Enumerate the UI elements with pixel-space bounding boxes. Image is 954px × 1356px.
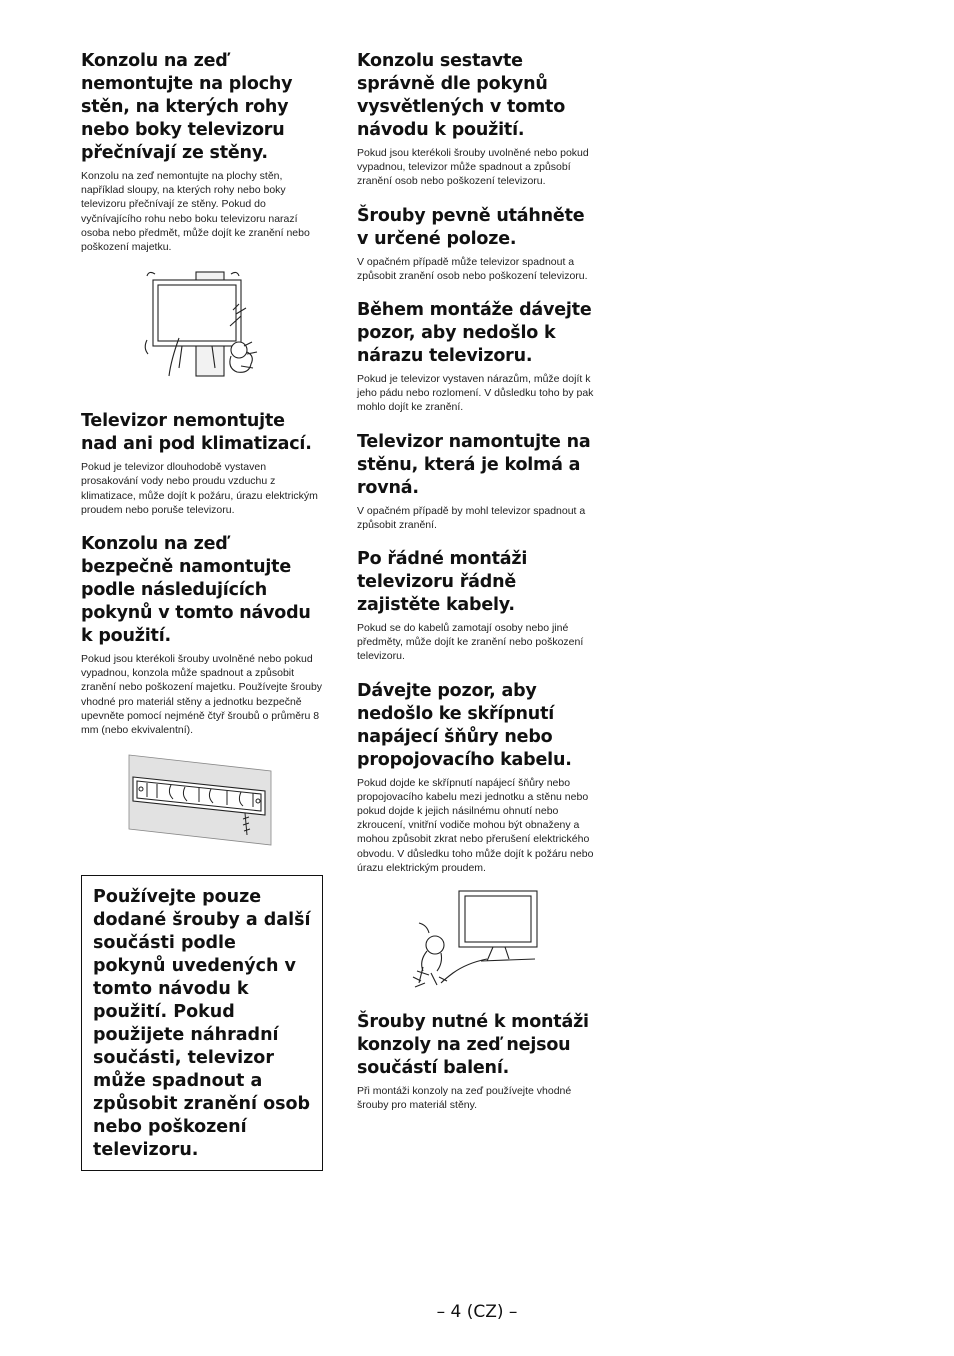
section-heading: Během montáže dávejte pozor, aby nedošlo k nárazu televizoru.: [357, 300, 592, 367]
section-vertical-wall: [357, 431, 599, 532]
section-heading: Dávejte pozor, aby nedošlo ke skřípnutí napájecí šňůry nebo propojovacího kabelu.: [357, 680, 572, 770]
section-body: Pokud je televizor dlouhodobě vystaven prosakování vody nebo proudu vzduchu z klimatizace, může dojít k požáru, úrazu elektrickým proudem nebo poruše televizoru.: [81, 461, 318, 516]
section-tighten-screws: [357, 205, 599, 283]
section-body: Při montáži konzoly na zeď používejte vhodné šrouby pro materiál stěny.: [357, 1085, 572, 1112]
section-cable-pinching: [357, 680, 599, 875]
section-secure-cables: [357, 548, 599, 664]
section-heading: Konzolu sestavte správně dle pokynů vysvětlených v tomto návodu k použití.: [357, 51, 566, 140]
section-body: Pokud dojde ke skřípnutí napájecí šňůry nebo propojovacího kabelu mezi jednotku a stěnu nebo pokud dojde k jejich násilnému ohnutí nebo zkroucení, vnitřní vodiče mohou být obnaženy a mohou způsobit zkrat nebo přerušení elektrického obvodu. V důsledku toho může dojít k požáru nebo úrazu elektrickým proudem.: [357, 776, 594, 874]
tripping-cable-illustration: [357, 887, 599, 991]
right-column: [357, 50, 599, 1128]
section-heading: Šrouby nutné k montáži konzoly na zeď nejsou součástí balení.: [357, 1012, 589, 1079]
section-body: Pokud je televizor vystaven nárazům, může dojít k jeho pádu nebo rozlomení. V důsledku toho by pak mohlo dojít ke zranění.: [357, 373, 594, 414]
tv-on-pillar-illustration: [81, 268, 323, 380]
section-heading: Šrouby pevně utáhněte v určené poloze.: [357, 205, 585, 249]
warning-box: [81, 875, 323, 1171]
section-avoid-impact: [357, 299, 599, 415]
section-heading: Konzolu na zeď bezpečně namontujte podle následujících pokynů v tomto návodu k použití.: [81, 534, 311, 647]
section-assemble-bracket: [357, 50, 599, 189]
section-screws-not-included: [357, 1011, 599, 1112]
section-body: Pokud jsou kterékoli šrouby uvolněné nebo pokud vypadnou, televizor může spadnout a způsobí zranění osob nebo poškození televizoru.: [357, 147, 589, 188]
section-heading: Konzolu na zeď nemontujte na plochy stěn, na kterých rohy nebo boky televizoru přečnívají ze stěny.: [81, 51, 293, 163]
left-column: [81, 50, 323, 1171]
section-wall-edges: [81, 50, 323, 254]
section-body: V opačném případě by mohl televizor spadnout a způsobit zranění.: [357, 504, 586, 531]
section-body: Pokud jsou kterékoli šrouby uvolněné nebo pokud vypadnou, konzola může spadnout a způsobit zranění nebo poškození majetku. Používejte šrouby vhodné pro materiál stěny a jednotku bezpečně upevněte pomocí nejméně čtyř šroubů o průměru 8 mm (nebo ekvivalentní).: [81, 653, 323, 737]
section-heading: Televizor namontujte na stěnu, která je kolmá a rovná.: [357, 431, 591, 498]
section-body: Pokud se do kabelů zamotají osoby nebo jiné předměty, může dojít ke zranění nebo poškození televizoru.: [357, 622, 584, 663]
page-number: – 4 (CZ) –: [436, 1302, 518, 1322]
wall-bracket-illustration: [81, 753, 323, 849]
section-secure-mounting: [81, 533, 323, 737]
section-body: Konzolu na zeď nemontujte na plochy stěn, například sloupy, na kterých rohy nebo boky televizoru přečnívají ze stěny. Pokud do vyčnívajícího rohu nebo boku televizoru narazí osoba nebo předmět, může dojít ke zranění nebo poškození majetku.: [81, 170, 310, 254]
section-body: V opačném případě může televizor spadnout a způsobit zranění osob nebo poškození televizoru.: [357, 255, 588, 282]
section-heading: Po řádné montáži televizoru řádně zajistěte kabely.: [357, 549, 528, 616]
warning-text: Používejte pouze dodané šrouby a další součásti podle pokynů uvedených v tomto návodu k použití. Pokud použijete náhradní součásti, televizor může spadnout a způsobit zranění osob nebo poškození televizoru.: [93, 887, 311, 1161]
section-heading: Televizor nemontujte nad ani pod klimatizací.: [81, 411, 312, 455]
section-air-conditioner: [81, 410, 323, 517]
